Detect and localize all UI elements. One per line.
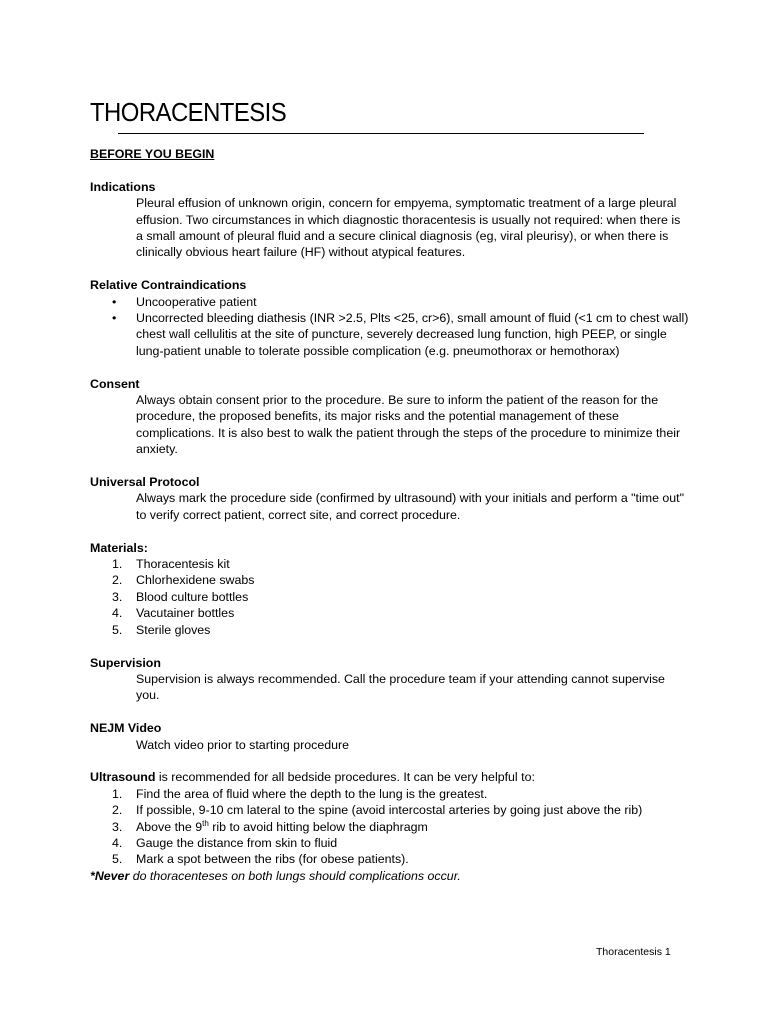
universal-protocol-text: Always mark the procedure side (confirmed by ultrasound) with your initials and perform a "time out" to verify correct patient, correct site, and correct procedure.: [136, 491, 685, 522]
supervision-text: Supervision is always recommended. Call the procedure team if your attending cannot supervise you.: [136, 671, 665, 703]
list-item: 2. Chlorhexidene swabs: [112, 573, 255, 588]
contraindications-heading: Relative Contraindications: [90, 278, 247, 293]
universal-protocol-heading: Universal Protocol: [90, 475, 200, 490]
consent-heading: Consent: [90, 376, 140, 391]
list-item: 2. If possible, 9-10 cm lateral to the spine (avoid intercostal arteries by going just above the rib): [112, 803, 643, 818]
contraindications-list: [90, 294, 690, 360]
ultrasound-list: [90, 786, 690, 868]
list-item: 4. Gauge the distance from skin to fluid: [112, 835, 338, 850]
bullet-marker: •: [112, 294, 117, 309]
nejm-video-text: Watch video prior to starting procedure: [136, 737, 350, 752]
list-item: 1. Find the area of fluid where the depth to the lung is the greatest.: [112, 786, 488, 801]
list-item: 3. Blood culture bottles: [112, 589, 249, 604]
consent-text: Always obtain consent prior to the procedure. Be sure to inform the patient of the reason for the procedure, the proposed benefits, its major risks and the potential management of these complications. It is also best to walk the patient through the steps of the procedure to minimize their anxiety.: [136, 393, 681, 457]
supervision-heading: Supervision: [90, 655, 161, 670]
page-footer: Thoracentesis 1: [596, 946, 671, 958]
list-item: 1. Thoracentesis kit: [112, 557, 230, 572]
list-item: 5. Mark a spot between the ribs (for obese patients).: [112, 852, 409, 867]
indications-heading: Indications: [90, 179, 156, 194]
page-title: THORACENTESIS: [90, 97, 287, 127]
list-item: • Uncorrected bleeding diathesis (INR >2.5, Plts <25, cr>6), small amount of fluid (<1 cm to chest wall) chest wall cellulitis at the site of puncture, severely decreased lung function, high PEEP, or single lung-patient unable to tolerate possible complication (e.g. pneumothorax or hemothorax): [112, 311, 689, 358]
warning-note: *Never do thoracenteses on both lungs should complications occur.: [90, 868, 461, 883]
materials-heading: Materials:: [90, 540, 148, 555]
document-body: [90, 146, 690, 884]
list-item: 5. Sterile gloves: [112, 622, 211, 637]
indications-text: Pleural effusion of unknown origin, concern for empyema, symptomatic treatment of a large pleural effusion. Two circumstances in which diagnostic thoracentesis is usually not required: when there is a small amount of pleural fluid and a secure clinical diagnosis (eg, viral pleurisy), or when there is clinically obvious heart failure (HF) without atypical features.: [136, 196, 681, 260]
ultrasound-bold-label: Ultrasound: [90, 770, 156, 785]
list-item: 4. Vacutainer bottles: [112, 606, 235, 621]
bullet-marker: •: [112, 311, 117, 326]
title-divider: [118, 133, 644, 134]
list-item: 3. Above the 9th rib to avoid hitting below the diaphragm: [112, 818, 428, 834]
nejm-video-heading: NEJM Video: [90, 721, 162, 736]
list-item: • Uncooperative patient: [112, 294, 257, 309]
ultrasound-intro: Ultrasound is recommended for all bedside procedures. It can be very helpful to:: [90, 770, 535, 785]
materials-list: [90, 556, 690, 638]
before-you-begin-heading: BEFORE YOU BEGIN: [90, 147, 215, 161]
